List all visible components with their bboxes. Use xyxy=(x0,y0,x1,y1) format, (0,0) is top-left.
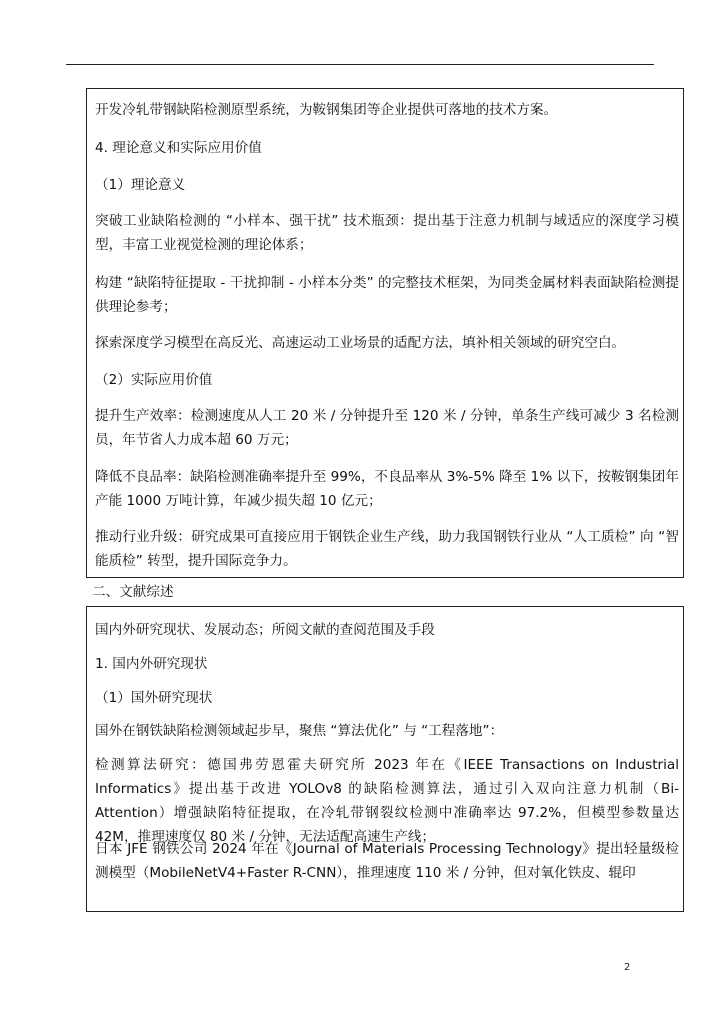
paragraph-framework: 构建 “缺陷特征提取 - 干扰抑制 - 小样本分类” 的完整技术框架，为同类金属材料表面缺陷检测提供理论参考； xyxy=(95,275,679,315)
paragraph-foreign-overview: 国外在钢铁缺陷检测领域起步早，聚焦 “算法优化” 与 “工程落地”： xyxy=(95,723,504,739)
paragraph-defect-rate: 降低不良品率：缺陷检测准确率提升至 99%，不良品率从 3%-5% 降至 1% 以下，按鞍钢集团年产能 1000 万吨计算，年减少损失超 10 亿元； xyxy=(95,469,679,509)
paragraph-industry-upgrade: 推动行业升级：研究成果可直接应用于钢铁企业生产线，助力我国钢铁行业从 “人工质检” 向 “智能质检” 转型，提升国际竞争力。 xyxy=(95,529,679,569)
header-rule xyxy=(66,64,654,65)
content-box-literature xyxy=(86,606,684,912)
subheading-theoretical: （1）理论意义 xyxy=(95,177,186,193)
paragraph-prototype-system: 开发冷轧带钢缺陷检测原型系统，为鞍钢集团等企业提供可落地的技术方案。 xyxy=(95,102,558,118)
heading-significance-value: 4. 理论意义和实际应用价值 xyxy=(95,140,262,156)
paragraph-research-scope: 国内外研究现状、发展动态；所阅文献的查阅范围及手段 xyxy=(95,622,435,638)
page-number: 2 xyxy=(624,962,631,973)
paragraph-efficiency: 提升生产效率：检测速度从人工 20 米 / 分钟提升至 120 米 / 分钟，单条生产线可减少 3 名检测员，年节省人力成本超 60 万元； xyxy=(95,408,679,448)
section-title-literature-review: 二、文献综述 xyxy=(92,584,174,600)
paragraph-exploration: 探索深度学习模型在高反光、高速运动工业场景的适配方法，填补相关领域的研究空白。 xyxy=(95,335,626,351)
paragraph-breakthrough: 突破工业缺陷检测的 “小样本、强干扰” 技术瓶颈：提出基于注意力机制与域适应的深度学习模型，丰富工业视觉检测的理论体系； xyxy=(95,213,679,253)
subheading-foreign-research: （1）国外研究现状 xyxy=(95,690,213,706)
content-box-significance xyxy=(86,88,684,578)
subheading-practical: （2）实际应用价值 xyxy=(95,372,213,388)
paragraph-jfe: 日本 JFE 钢铁公司 2024 年在《Journal of Materials Processing Technology》提出轻量级检测模型（MobileNetV4+Faster R-CNN），推理速度 110 米 / 分钟，但对氧化铁皮、辊印 xyxy=(95,841,679,881)
heading-research-status: 1. 国内外研究现状 xyxy=(95,656,208,672)
paragraph-fraunhofer: 检测算法研究：德国弗劳恩霍夫研究所 2023 年在《IEEE Transactions on Industrial Informatics》提出基于改进 YOLOv8 的缺陷检测算法，通过引入双向注意力机制（Bi-Attention）增强缺陷特征提取，在冷轧带钢裂纹检测中准确率达 97.2%，但模型参数量达 42M，推理速度仅 80 米 / 分钟，无法适配高速生产线； xyxy=(95,757,679,845)
